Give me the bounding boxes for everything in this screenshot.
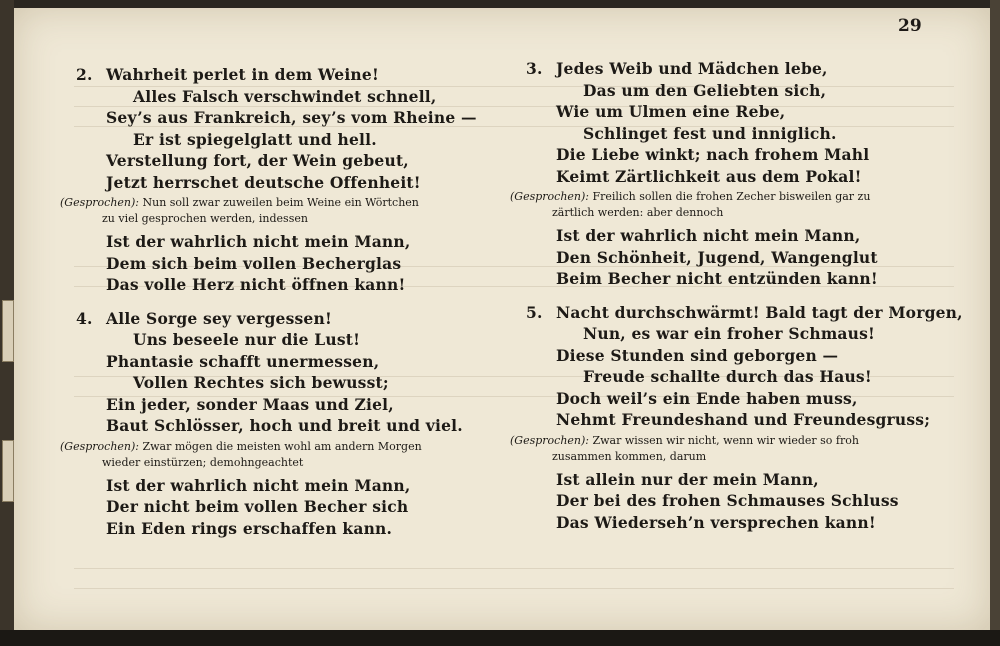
spoken-note-line	[60, 439, 496, 455]
refrain-line: Der nicht beim vollen Becher sich	[106, 497, 409, 516]
refrain-line: Das Wiederseh’n versprechen kann!	[556, 512, 876, 532]
binding-tab	[2, 440, 14, 502]
spoken-note-line	[510, 189, 946, 205]
spoken-label: (Gesprochen):	[510, 190, 589, 203]
book-binding-left	[0, 0, 14, 646]
spoken-note	[60, 195, 496, 227]
stanza	[510, 58, 946, 290]
verse-line: Freude schallte durch das Haus!	[583, 367, 872, 386]
bleed-through-staff-line	[74, 568, 954, 569]
stanza-gap	[76, 296, 496, 308]
stanza-number: 4.	[76, 308, 93, 328]
verse-line	[526, 302, 963, 324]
refrain-line: Das volle Herz nicht öffnen kann!	[106, 275, 406, 294]
stanza-number: 5.	[526, 302, 543, 322]
left-column	[60, 64, 496, 539]
spoken-text: Zwar mögen die meisten wohl am andern Morgen	[139, 439, 422, 453]
verse-line: Baut Schlösser, hoch und breit und viel.	[106, 416, 463, 435]
verse-line-text: Wahrheit perlet in dem Weine!	[106, 65, 379, 84]
spoken-note-line	[60, 195, 496, 211]
stanza-gap	[526, 290, 946, 302]
verse-line: Phantasie schafft unermessen,	[106, 351, 380, 371]
verse-line: Uns beseele nur die Lust!	[133, 330, 361, 349]
spoken-text: Nun soll zwar zuweilen beim Weine ein Wörtchen	[139, 196, 419, 209]
refrain-line: Der bei des frohen Schmauses Schluss	[556, 491, 899, 510]
spoken-note	[510, 189, 946, 221]
verse-line: Schlinget fest und inniglich.	[583, 123, 837, 143]
verse-line: Nun, es war ein froher Schmaus!	[583, 324, 876, 343]
spoken-note-continuation: wieder einstürzen; demohngeachtet	[102, 455, 304, 469]
book-edge-right	[990, 0, 1000, 646]
verse-line: Keimt Zärtlichkeit aus dem Pokal!	[556, 166, 862, 186]
book-edge-bottom	[0, 630, 1000, 646]
binding-tab	[2, 300, 14, 362]
verse-line: Sey’s aus Frankreich, sey’s vom Rheine —	[106, 108, 477, 127]
spoken-text: Zwar wissen wir nicht, wenn wir wieder so froh	[589, 433, 859, 447]
spoken-note	[510, 433, 946, 465]
refrain-line: Dem sich beim vollen Becherglas	[106, 253, 402, 273]
refrain-line: Ist der wahrlich nicht mein Mann,	[106, 475, 411, 495]
stanza-number: 3.	[526, 59, 543, 78]
spoken-note-continuation: zärtlich werden: aber dennoch	[552, 206, 724, 219]
verse-line: Doch weil’s ein Ende haben muss,	[556, 388, 858, 408]
refrain-line: Ist der wahrlich nicht mein Mann,	[556, 226, 861, 245]
spoken-text: Freilich sollen die frohen Zecher bisweilen gar zu	[589, 190, 871, 203]
verse-line: Das um den Geliebten sich,	[583, 80, 827, 100]
verse-line	[526, 58, 946, 80]
refrain-line: Ist allein nur der mein Mann,	[556, 469, 819, 489]
right-column	[510, 58, 963, 533]
verse-line: Wie um Ulmen eine Rebe,	[556, 102, 786, 121]
spoken-note-continuation: zusammen kommen, darum	[552, 449, 707, 463]
spoken-label: (Gesprochen):	[510, 433, 589, 447]
spoken-note-line	[510, 433, 946, 449]
spoken-note-continuation: zu viel gesprochen werden, indessen	[102, 212, 308, 225]
stanza	[510, 302, 963, 534]
spoken-label: (Gesprochen):	[60, 439, 139, 453]
spoken-note	[60, 439, 496, 471]
verse-line: Nehmt Freundeshand und Freundesgruss;	[556, 410, 931, 429]
verse-line	[76, 308, 496, 330]
bleed-through-staff-line	[74, 588, 954, 589]
verse-line-text: Nacht durchschwärmt! Bald tagt der Morgen,	[556, 302, 963, 322]
verse-line	[76, 64, 496, 86]
stanza	[60, 308, 496, 540]
refrain-line: Beim Becher nicht entzünden kann!	[556, 269, 878, 288]
spoken-label: (Gesprochen):	[60, 196, 139, 209]
verse-line: Die Liebe winkt; nach frohem Mahl	[556, 145, 870, 164]
verse-line: Er ist spiegelglatt und hell.	[133, 129, 377, 149]
refrain-line: Ein Eden rings erschaffen kann.	[106, 518, 393, 538]
stanza-number: 2.	[76, 65, 93, 84]
verse-line: Vollen Rechtes sich bewusst;	[133, 373, 389, 392]
page-number: 29	[898, 16, 922, 36]
stanza	[60, 64, 496, 296]
verse-line: Diese Stunden sind geborgen —	[556, 345, 839, 365]
verse-line: Jetzt herrschet deutsche Offenheit!	[106, 172, 421, 192]
verse-line: Alles Falsch verschwindet schnell,	[133, 86, 437, 106]
verse-line-text: Alle Sorge sey vergessen!	[106, 308, 332, 328]
refrain-line: Ist der wahrlich nicht mein Mann,	[106, 232, 411, 251]
verse-line: Ein jeder, sonder Maas und Ziel,	[106, 394, 394, 414]
verse-line: Verstellung fort, der Wein gebeut,	[106, 151, 409, 170]
refrain-line: Den Schönheit, Jugend, Wangenglut	[556, 247, 878, 267]
verse-line-text: Jedes Weib und Mädchen lebe,	[556, 59, 828, 78]
